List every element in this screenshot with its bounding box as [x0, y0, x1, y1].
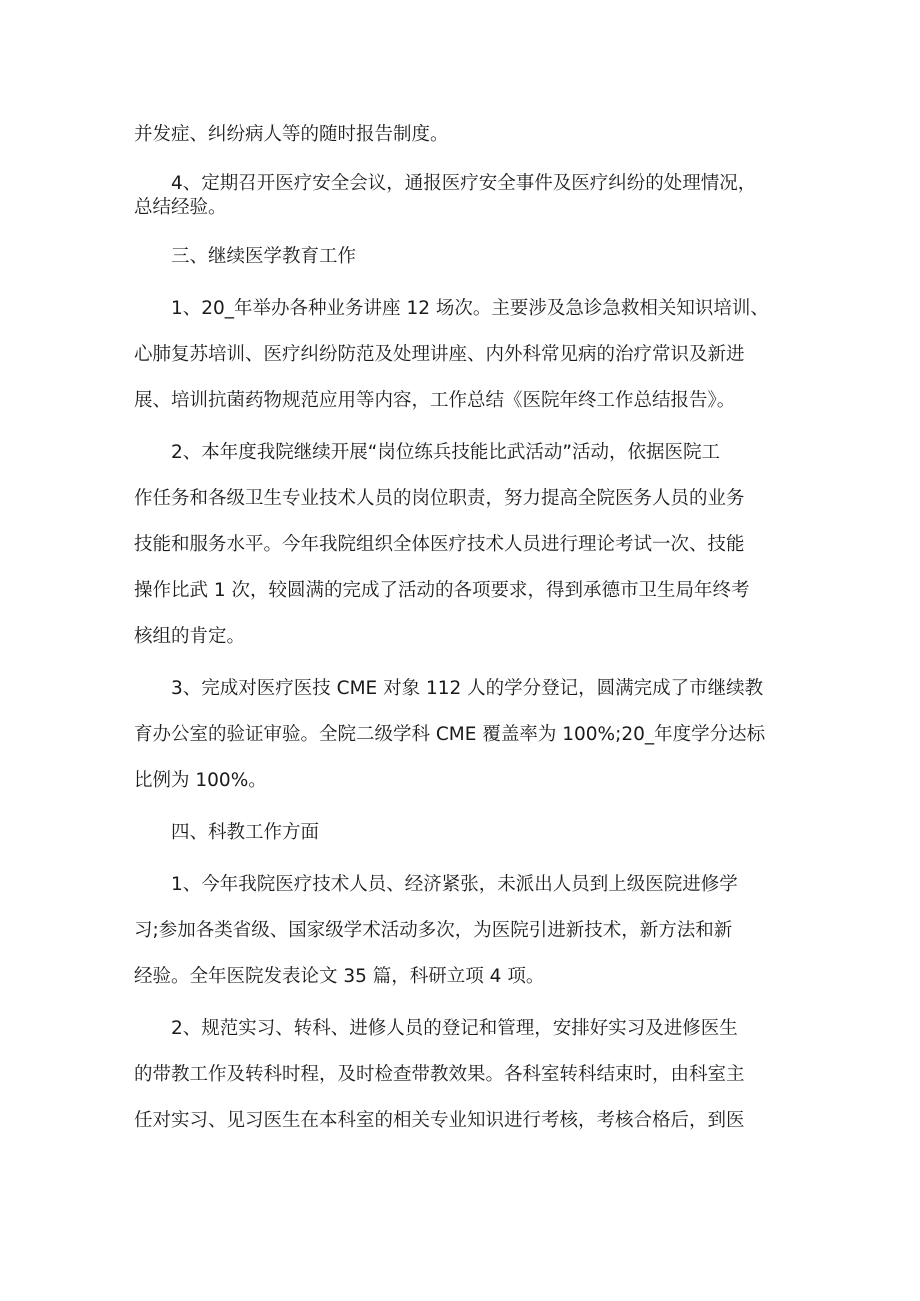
text-line: 经验。全年医院发表论文 35 篇，科研立项 4 项。 — [134, 966, 545, 987]
section-heading: 三、继续医学教育工作 — [171, 246, 357, 267]
text-line: 1、20_年举办各种业务讲座 12 场次。主要涉及急诊急救相关知识培训、 — [171, 298, 769, 319]
paragraph-cme-credits — [134, 666, 790, 804]
text-line: 1、今年我院医疗技术人员、经济紧张，未派出人员到上级医院进修学 — [171, 874, 738, 895]
text-line: 比例为 100%。 — [134, 770, 267, 791]
text-line: 展、培训抗菌药物规范应用等内容，工作总结《医院年终工作总结报告》。 — [134, 390, 736, 411]
text-line: 2、规范实习、转科、进修人员的登记和管理，安排好实习及进修医生 — [171, 1018, 738, 1039]
text-line: 操作比武 1 次，较圆满的完成了活动的各项要求，得到承德市卫生局年终考 — [134, 580, 750, 601]
text-line: 任对实习、见习医生在本科室的相关专业知识进行考核，考核合格后，到医 — [134, 1110, 745, 1131]
text-line: 并发症、纠纷病人等的随时报告制度。 — [134, 124, 449, 145]
document-body — [134, 112, 790, 1144]
paragraph-lectures — [134, 286, 790, 424]
paragraph-report-system — [134, 112, 790, 158]
text-line: 作任务和各级卫生专业技术人员的岗位职责，努力提高全院医务人员的业务 — [134, 488, 745, 509]
section-heading: 四、科教工作方面 — [171, 822, 320, 843]
section-heading-research — [134, 810, 790, 856]
text-line: 技能和服务水平。今年我院组织全体医疗技术人员进行理论考试一次、技能 — [134, 534, 745, 555]
section-heading-cme — [134, 234, 790, 280]
text-line: 育办公室的验证审验。全院二级学科 CME 覆盖率为 100%;20_年度学分达标 — [134, 724, 766, 745]
text-line: 习;参加各类省级、国家级学术活动多次，为医院引进新技术，新方法和新 — [134, 920, 733, 941]
text-line: 心肺复苏培训、医疗纠纷防范及处理讲座、内外科常见病的治疗常识及新进 — [134, 344, 745, 365]
text-line: 4、定期召开医疗安全会议，通报医疗安全事件及医疗纠纷的处理情况， — [171, 173, 757, 194]
text-line: 核组的肯定。 — [134, 626, 246, 647]
text-line: 的带教工作及转科时程，及时检查带教效果。各科室转科结束时，由科室主 — [134, 1064, 745, 1085]
text-line: 3、完成对医疗医技 CME 对象 112 人的学分登记，圆满完成了市继续教 — [171, 678, 764, 699]
paragraph-safety-meeting — [134, 172, 790, 220]
text-line: 2、本年度我院继续开展“岗位练兵技能比武活动”活动，依据医院工 — [171, 442, 720, 463]
paragraph-skills-competition — [134, 430, 790, 660]
paragraph-intern-management — [134, 1006, 790, 1144]
paragraph-further-study — [134, 862, 790, 1000]
text-line: 总结经验。 — [134, 197, 227, 218]
